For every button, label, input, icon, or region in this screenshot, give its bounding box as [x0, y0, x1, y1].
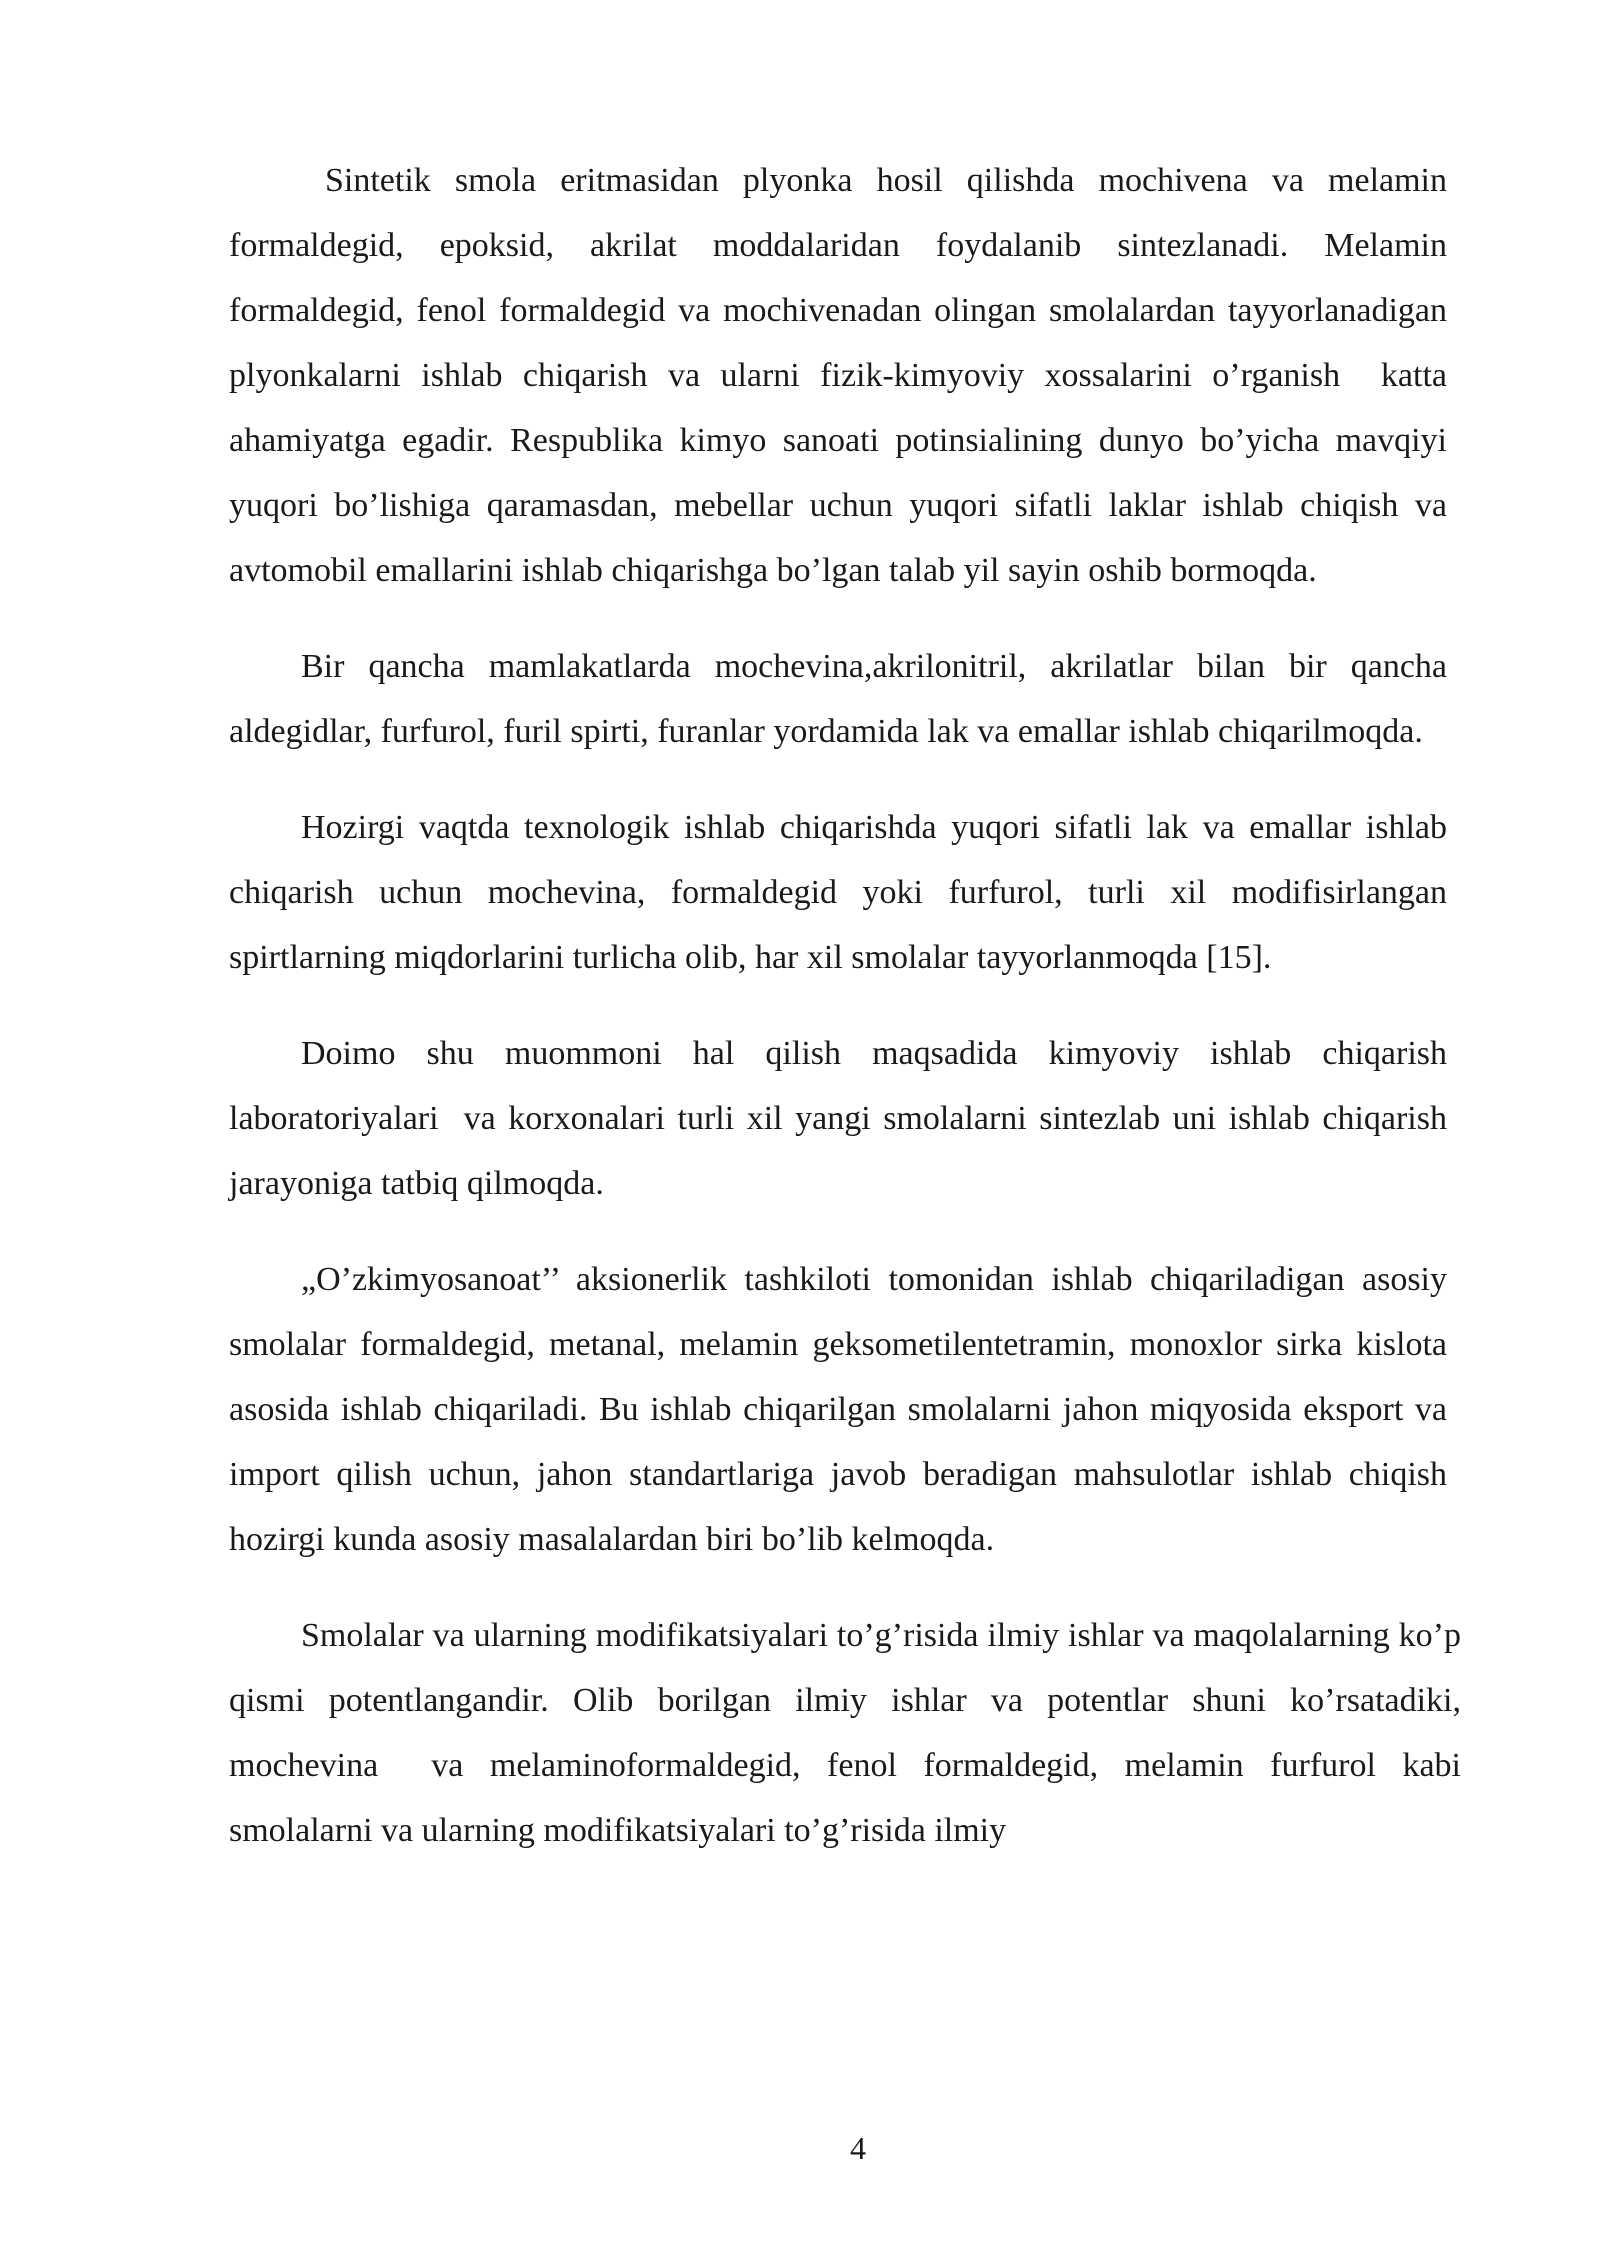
paragraph-6: Smolalar va ularning modifikatsiyalari to’g’risida ilmiy ishlar va maqolalarning ko’p qismi potentlangandir. Olib borilgan ilmiy ishlar va potentlar shuni ko’rsatadiki, mochevina va melaminoformaldegid, fenol formaldegid, melamin furfurol kabi smolalarni va ularning modifikatsiyalari to’g’risida ilmiy	[229, 1617, 1470, 1849]
page-number: 4	[850, 2130, 866, 2166]
document-body	[229, 148, 1470, 1863]
paragraph-2: Bir qancha mamlakatlarda mochevina,akrilonitril, akrilatlar bilan bir qancha aldegidlar, furfurol, furil spirti, furanlar yordamida lak va emallar ishlab chiqarilmoqda.	[229, 648, 1456, 750]
paragraph-4: Doimo shu muommoni hal qilish maqsadida kimyoviy ishlab chiqarish laboratoriyalari va korxonalari turli xil yangi smolalarni sintezlab uni ishlab chiqarish jarayoniga tatbiq qilmoqda.	[229, 1035, 1456, 1202]
paragraph-1: Sintetik smola eritmasidan plyonka hosil qilishda mochivena va melamin formaldegid, epoksid, akrilat moddalaridan foydalanib sintezlanadi. Melamin formaldegid, fenol formaldegid va mochivenadan olingan smolalardan tayyorlanadigan plyonkalarni ishlab chiqarish va ularni fizik-kimyoviy xossalarini o’rganish katta ahamiyatga egadir. Respublika kimyo sanoati potinsialining dunyo bo’yicha mavqiyi yuqori bo’lishiga qaramasdan, mebellar uchun yuqori sifatli laklar ishlab chiqish va avtomobil emallarini ishlab chiqarishga bo’lgan talab yil sayin oshib bormoqda.	[229, 162, 1456, 589]
paragraph-3: Hozirgi vaqtda texnologik ishlab chiqarishda yuqori sifatli lak va emallar ishlab chiqarish uchun mochevina, formaldegid yoki furfurol, turli xil modifisirlangan spirtlarning miqdorlarini turlicha olib, har xil smolalar tayyorlanmoqda [15].	[229, 809, 1456, 976]
paragraph-5: „O’zkimyosanoat’’ aksionerlik tashkiloti tomonidan ishlab chiqariladigan asosiy smolalar formaldegid, metanal, melamin geksometilentetramin, monoxlor sirka kislota asosida ishlab chiqariladi. Bu ishlab chiqarilgan smolalarni jahon miqyosida eksport va import qilish uchun, jahon standartlariga javob beradigan mahsulotlar ishlab chiqish hozirgi kunda asosiy masalalardan biri bo’lib kelmoqda.	[229, 1261, 1456, 1558]
